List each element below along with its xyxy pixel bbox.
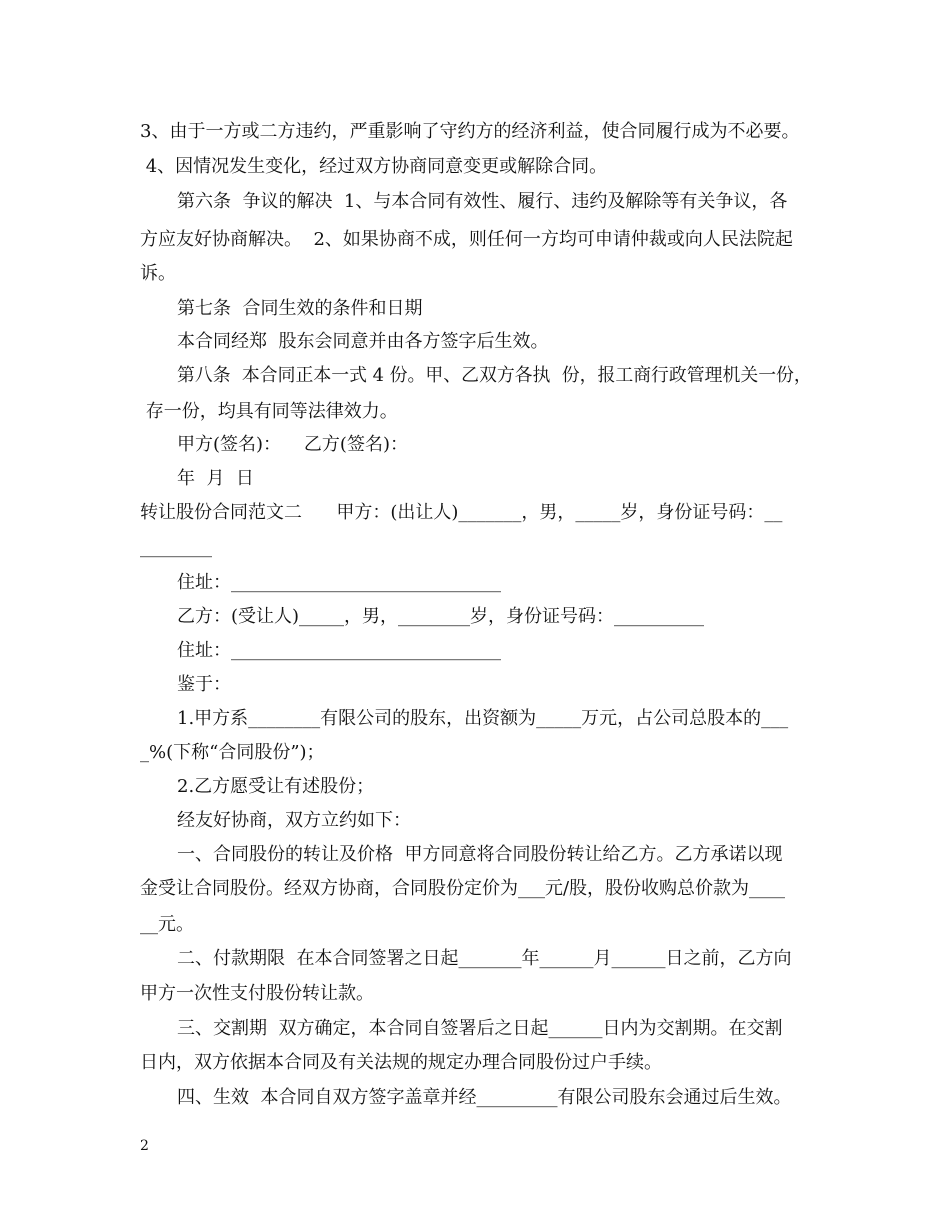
text-line: ________	[140, 537, 212, 558]
text-line: 1.甲方系________有限公司的股东，出资额为_____万元，占公司总股本的___	[177, 708, 789, 729]
text-line: 一、合同股份的转让及价格 甲方同意将合同股份转让给乙方。乙方承诺以现	[177, 844, 783, 865]
text-line: 第六条 争议的解决 1、与本合同有效性、履行、违约及解除等有关争议，各	[177, 191, 788, 212]
text-line: 金受让合同股份。经双方协商，合同股份定价为___元/股，股份收购总价款为____	[140, 878, 786, 899]
text-line: 本合同经郑 股东会同意并由各方签字后生效。	[177, 331, 549, 352]
text-line: 乙方：(受让人)_____，男，________岁，身份证号码：__________	[177, 606, 705, 627]
text-line: 日内，双方依据本合同及有关法规的规定办理合同股份过户手续。	[140, 1052, 662, 1073]
text-line: 存一份，均具有同等法律效力。	[140, 401, 398, 422]
text-line: _%(下称“合同股份”)；	[140, 742, 325, 763]
text-line: 转让股份合同范文二 甲方：(出让人)_______，男，_____岁，身份证号码：__	[140, 502, 783, 523]
text-line: 二、付款期限 在本合同签署之日起_______年______月______日之前，乙方向	[177, 948, 792, 969]
text-line: 经友好协商，双方立约如下：	[177, 810, 411, 831]
text-line: 第七条 合同生效的条件和日期	[177, 298, 423, 319]
text-line: 年 月 日	[177, 468, 254, 489]
text-line: 住址：______________________________	[177, 640, 501, 661]
text-line: 鉴于：	[177, 674, 231, 695]
text-line: 第八条 本合同正本一式 4 份。甲、乙双方各执 份，报工商行政管理机关一份，	[177, 365, 812, 386]
text-line: 住址：______________________________	[177, 572, 501, 593]
text-line: 四、生效 本合同自双方签字盖章并经_________有限公司股东会通过后生效。	[177, 1087, 792, 1108]
page-number: 2	[140, 1138, 149, 1154]
text-line: __元。	[140, 914, 194, 935]
text-line: 方应友好协商解决。 2、如果协商不成，则任何一方均可申请仲裁或向人民法院起	[140, 229, 793, 250]
text-line: 诉。	[140, 263, 176, 284]
text-line: 2.乙方愿受让有述股份；	[177, 776, 375, 797]
text-line: 4、因情况发生变化，经过双方协商同意变更或解除合同。	[140, 156, 608, 177]
text-line: 甲方一次性支付股份转让款。	[140, 983, 374, 1004]
text-line: 3、由于一方或二方违约，严重影响了守约方的经济利益，使合同履行成为不必要。	[140, 121, 800, 142]
text-line: 甲方(签名)： 乙方(签名)：	[177, 434, 408, 455]
text-line: 三、交割期 双方确定，本合同自签署后之日起______日内为交割期。在交割	[177, 1018, 783, 1039]
